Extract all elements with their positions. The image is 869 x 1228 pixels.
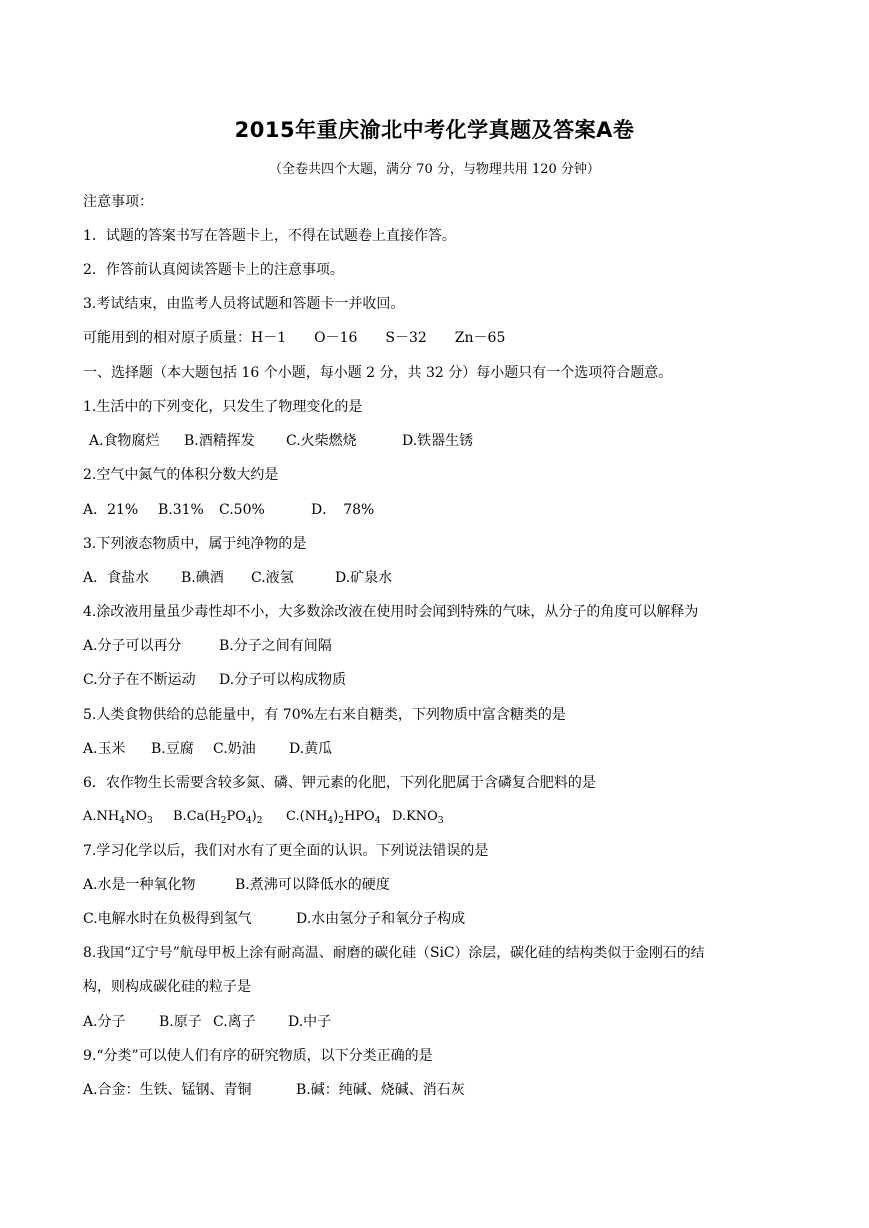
option: A.食物腐烂 [89, 433, 160, 449]
option: $C.(NH_4)_2HPO_4$ [286, 809, 381, 826]
option: A.合金：生铁、锰钢、青铜 [83, 1082, 252, 1098]
question-stem: 3.下列液态物质中，属于纯净物的是 [83, 536, 307, 552]
question-stem: 2.空气中氮气的体积分数大约是 [83, 467, 279, 483]
option: D.分子可以构成物质 [219, 672, 347, 688]
question-options [83, 1012, 823, 1032]
option: $B.Ca(H_2PO_4)_2$ [173, 809, 263, 826]
option: A．食盐水 [83, 570, 150, 586]
question-stem: 8.我国“辽宁号”航母甲板上涂有耐高温、耐磨的碳化硅（SiC）涂层，碳化硅的结构类似于金刚石的结 [83, 945, 705, 961]
question-stem: 9.“分类”可以使人们有序的研究物质，以下分类正确的是 [83, 1048, 433, 1064]
question-options [83, 1080, 823, 1100]
option: C.奶油 [213, 741, 256, 757]
option: $D.KNO_3$ [392, 809, 444, 826]
option: C.分子在不断运动 [83, 672, 196, 688]
option: A.分子可以再分 [83, 638, 182, 654]
option: B.豆腐 [151, 741, 194, 757]
question-options [83, 500, 823, 520]
question-options [83, 807, 823, 827]
option: B.原子 [159, 1014, 202, 1030]
page-title: 2015年重庆渝北中考化学真题及答案A卷 [234, 118, 635, 142]
option: B.分子之间有间隔 [219, 638, 332, 654]
question-options [83, 739, 823, 759]
option: B.碘酒 [181, 570, 224, 586]
notice-item: 1．试题的答案书写在答题卡上，不得在试题卷上直接作答。 [83, 228, 456, 244]
question-options [83, 670, 823, 690]
exam-subtitle: （全卷共四个大题，满分 70 分，与物理共用 120 分钟） [269, 162, 600, 177]
option: C.50% [219, 502, 265, 518]
option: D.铁器生锈 [402, 433, 474, 449]
question-stem-continued: 构，则构成碳化硅的粒子是 [83, 979, 251, 995]
question-options [83, 636, 823, 656]
option: C.液氢 [251, 570, 294, 586]
question-stem: 5.人类食物供给的总能量中，有 70%左右来自糖类，下列物质中富含糖类的是 [83, 707, 566, 723]
option: D.中子 [288, 1014, 332, 1030]
option: B.碱：纯碱、烧碱、消石灰 [296, 1082, 465, 1098]
question-stem: 4.涂改液用量虽少毒性却不小，大多数涂改液在使用时会闻到特殊的气味，从分子的角度可以解释为 [83, 604, 699, 620]
question-options [83, 875, 823, 895]
notice-item: 3.考试结束，由监考人员将试题和答题卡一并收回。 [83, 296, 405, 312]
option: C.电解水时在负极得到氢气 [83, 911, 252, 927]
option: D.黄瓜 [289, 741, 333, 757]
option: D.水由氢分子和氧分子构成 [296, 911, 466, 927]
atomic-mass-line: 可能用到的相对原子质量：H－1 O－16 S－32 Zn－65 [83, 330, 506, 346]
question-stem: 6．农作物生长需要含较多氮、磷、钾元素的化肥，下列化肥属于含磷复合肥料的是 [83, 775, 596, 791]
notice-heading: 注意事项： [83, 194, 153, 210]
option: A.水是一种氧化物 [83, 877, 196, 893]
question-options [83, 568, 823, 588]
question-options [89, 431, 829, 451]
question-stem: 7.学习化学以后，我们对水有了更全面的认识。下列说法错误的是 [83, 843, 489, 859]
question-options [83, 909, 823, 929]
option: B.酒精挥发 [184, 433, 255, 449]
option: B.煮沸可以降低水的硬度 [235, 877, 390, 893]
option: D.矿泉水 [335, 570, 393, 586]
notice-item: 2．作答前认真阅读答题卡上的注意事项。 [83, 262, 344, 278]
option: A.分子 [83, 1014, 126, 1030]
option: C.火柴燃烧 [286, 433, 357, 449]
option: A．21% [83, 502, 139, 518]
option: B.31% [158, 502, 204, 518]
section-heading: 一、选择题（本大题包括 16 个小题，每小题 2 分，共 32 分）每小题只有一个选项符合题意。 [83, 365, 673, 381]
question-stem: 1.生活中的下列变化，只发生了物理变化的是 [83, 399, 363, 415]
option: C.离子 [213, 1014, 256, 1030]
option: A.玉米 [83, 741, 126, 757]
option: $A.NH_4NO_3$ [83, 809, 153, 826]
option: D． 78% [311, 502, 375, 518]
